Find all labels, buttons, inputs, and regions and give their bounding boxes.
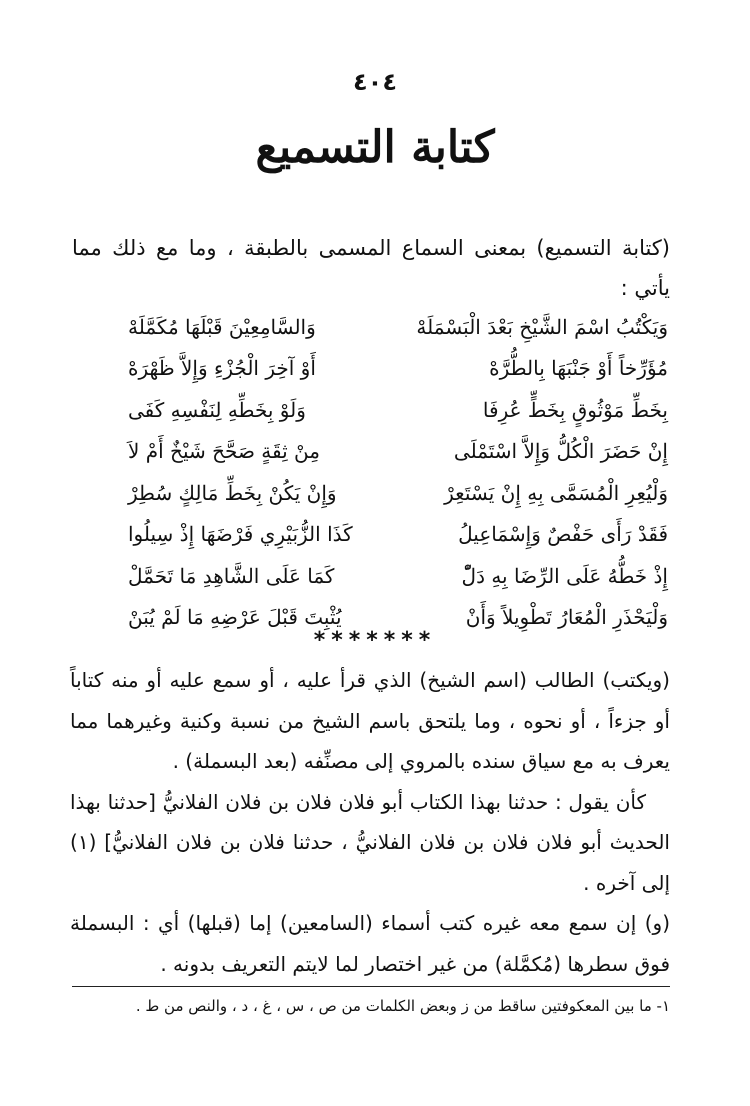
poem-hemistich-second: يُثْبِتَ قَبْلَ عَرْضِهِ مَا لَمْ يُبَنْ: [128, 605, 342, 630]
poem-block: [128, 306, 668, 638]
poem-hemistich-first: بِخَطِّ مَوْثُوقٍ بِخَطٍّ عُرِفَا: [482, 397, 668, 422]
chapter-title: كتابة التسميع: [255, 122, 495, 173]
poem-hemistich-second: أَوْ آخِرَ الْجُزْءِ وَإِلاَّ ظَهْرَهْ: [128, 356, 316, 381]
poem-hemistich-second: وَالسَّامِعِيْنَ قَبْلَهَا مُكَمَّلَهْ: [128, 314, 316, 339]
poem-hemistich-second: كَذَا الزُّبَيْرِي فَرْضَهَا إِذْ سِيلُوا: [128, 522, 353, 547]
poem-verse: [128, 389, 668, 431]
poem-verse: [128, 472, 668, 514]
poem-hemistich-second: مِنْ ثِقَةٍ صَحَّحَ شَيْخٌ أَمْ لاَ: [128, 439, 320, 464]
poem-hemistich-second: وَإِنْ يَكُنْ بِخَطِّ مَالِكٍ سُطِرْ: [128, 480, 337, 505]
poem-verse: [128, 514, 668, 556]
poem-hemistich-first: مُؤَرِّخاً أَوْ جَنْبَهَا بِالطُّرَّهْ: [489, 356, 668, 381]
section-separator: *******: [313, 628, 437, 653]
poem-hemistich-first: وَيَكْتُبُ اسْمَ الشَّيْخِ بَعْدَ الْبَسْمَلَهْ: [416, 314, 668, 339]
poem-hemistich-second: وَلَوْ بِخَطِّهِ لِنَفْسِهِ كَفَى: [128, 397, 306, 422]
commentary-paragraph: (و) إن سمع معه غيره كتب أسماء (السامعين) إما (قبلها) أي : البسملة فوق سطرها (مُكمَّلة) من غير اختصار لما لايتم التعريف بدونه .: [70, 911, 670, 976]
poem-verse: [128, 555, 668, 597]
footnote-divider: [72, 986, 670, 987]
poem-hemistich-first: فَقَدْ رَأَى حَفْصٌ وَإِسْمَاعِيلُ: [458, 522, 668, 547]
poem-hemistich-first: وَلْيَحْذَرِ الْمُعَارُ تَطْوِيلاً وَأَنْ: [465, 605, 668, 630]
commentary-paragraph: (ويكتب) الطالب (اسم الشيخ) الذي قرأ عليه ، أو سمع عليه أو منه كتاباً أو جزءاً ، أو نحوه ، وما يلتحق باسم الشيخ من نسبة وكنية وغيرهما مما يعرف به مع سياق سنده بالمروي إلى مصنِّفه (بعد البسملة) .: [70, 668, 670, 773]
intro-paragraph: (كتابة التسميع) بمعنى السماع المسمى بالطبقة ، وما مع ذلك مما يأتي :: [72, 236, 670, 300]
footnote: ١- ما بين المعكوفتين ساقط من ز وبعض الكلمات من ص ، س ، غ ، د ، والنص من ط .: [135, 997, 670, 1015]
poem-hemistich-first: وَلْيُعِرِ الْمُسَمَّى بِهِ إِنْ يَسْتَعِرْ: [444, 480, 668, 505]
commentary-block: [70, 660, 670, 984]
poem-hemistich-first: إِذْ خَطُّهُ عَلَى الرِّضَا بِهِ دَلّْ: [461, 563, 668, 588]
poem-verse: [128, 431, 668, 473]
poem-hemistich-second: كَمَا عَلَى الشَّاهِدِ مَا تَحَمَّلْ: [128, 563, 335, 588]
poem-hemistich-first: إِنْ حَضَرَ الْكُلُّ وَإِلاَّ اسْتَمْلَى: [453, 439, 668, 464]
poem-verse: [128, 306, 668, 348]
commentary-paragraph: كأن يقول : حدثنا بهذا الكتاب أبو فلان فلان بن فلان الفلانيُّ [حدثنا بهذا الحديث أبو فلان فلان بن فلان الفلانيُّ ، حدثنا فلان بن فلان الفلانيُّ] (١) إلى آخره .: [70, 789, 670, 895]
poem-verse: [128, 348, 668, 390]
page-number: ٤٠٤: [353, 68, 397, 96]
